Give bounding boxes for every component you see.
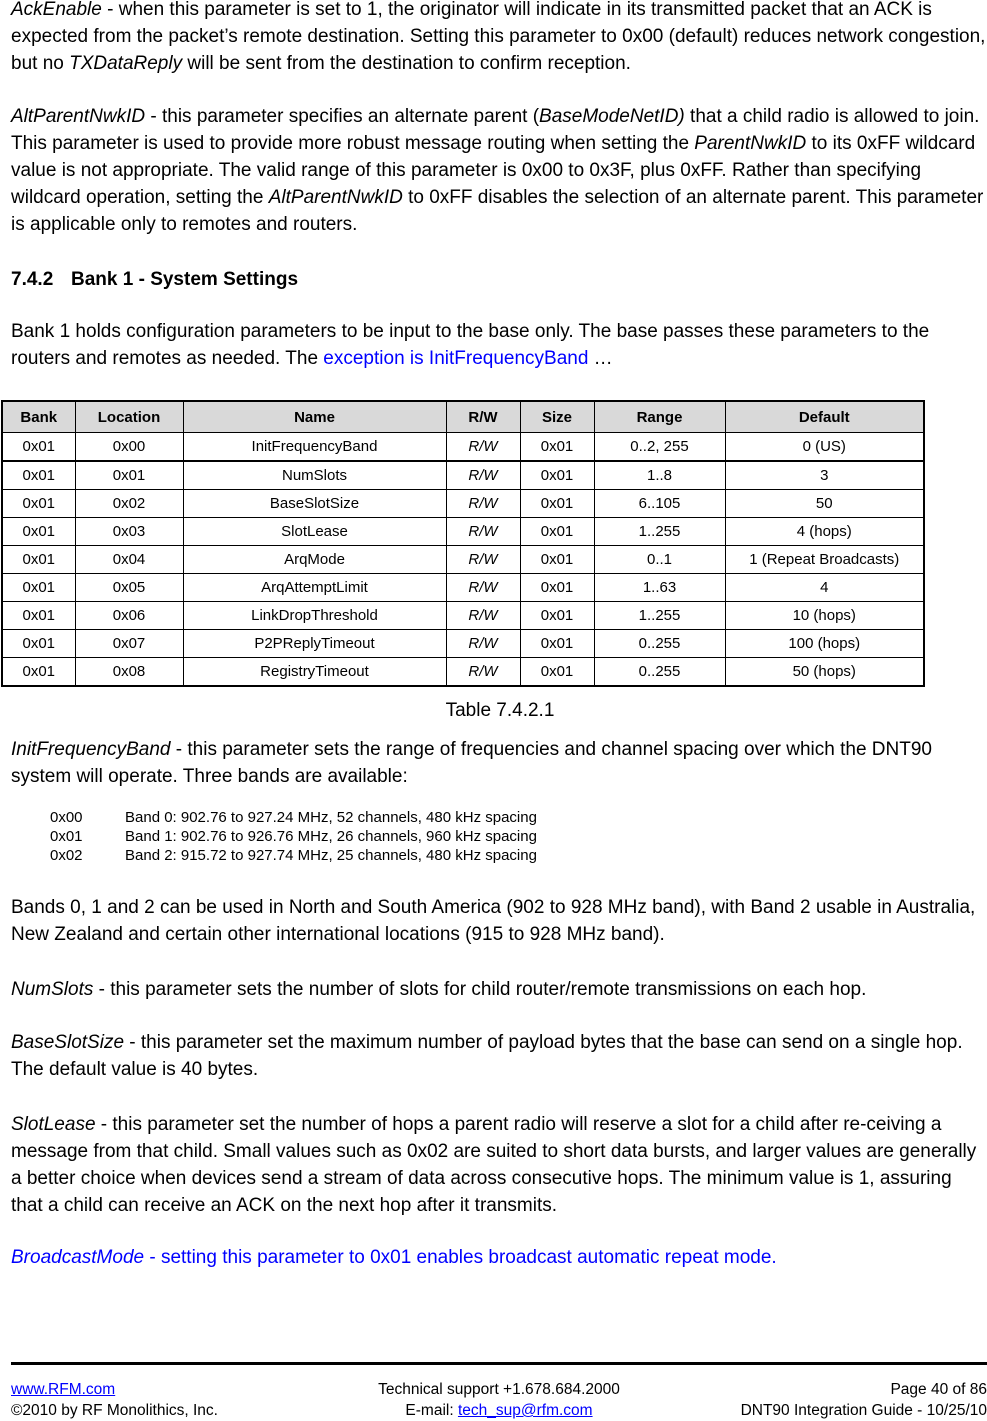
table-row [2, 546, 924, 574]
cell-size: 0x01 [520, 630, 594, 658]
table-row [2, 433, 924, 462]
cell-rw: R/W [446, 546, 520, 574]
cell-name: NumSlots [183, 461, 446, 490]
cell-bank: 0x01 [2, 461, 75, 490]
copyright: ©2010 by RF Monolithics, Inc. [11, 1402, 218, 1419]
cell-size: 0x01 [520, 518, 594, 546]
table-header-row [2, 401, 924, 433]
cell-bank: 0x01 [2, 546, 75, 574]
cell-rw: R/W [446, 490, 520, 518]
cell-range: 1..63 [594, 574, 725, 602]
website-link[interactable]: www.RFM.com [11, 1381, 116, 1398]
cell-location: 0x07 [75, 630, 183, 658]
cell-rw: R/W [446, 433, 520, 462]
cell-name: RegistryTimeout [183, 658, 446, 687]
table-row [2, 630, 924, 658]
cell-bank: 0x01 [2, 574, 75, 602]
header-default: Default [725, 401, 924, 433]
initfreq-paragraph: InitFrequencyBand - this parameter sets the range of frequencies and channel spacing over which the DNT90 system will operate. Three bands are available: [11, 739, 932, 787]
cell-name: BaseSlotSize [183, 490, 446, 518]
cell-rw: R/W [446, 658, 520, 687]
cell-default: 10 (hops) [725, 602, 924, 630]
cell-size: 0x01 [520, 461, 594, 490]
bands-usage-paragraph: Bands 0, 1 and 2 can be used in North and South America (902 to 928 MHz band), with Band 2 usable in Australia, New Zealand and certain other international locations (915 to 928 MHz band). [11, 897, 976, 945]
cell-location: 0x06 [75, 602, 183, 630]
header-name: Name [183, 401, 446, 433]
cell-rw: R/W [446, 574, 520, 602]
cell-default: 50 [725, 490, 924, 518]
cell-location: 0x08 [75, 658, 183, 687]
table-row [2, 490, 924, 518]
cell-bank: 0x01 [2, 433, 75, 462]
bank1-parameter-table [1, 400, 925, 687]
footer-divider [11, 1362, 987, 1365]
cell-range: 1..255 [594, 602, 725, 630]
cell-rw: R/W [446, 518, 520, 546]
table-row [2, 602, 924, 630]
table-row [2, 461, 924, 490]
list-item: 0x00 Band 0: 902.76 to 927.24 MHz, 52 channels, 480 kHz spacing [50, 809, 537, 826]
cell-location: 0x05 [75, 574, 183, 602]
cell-location: 0x04 [75, 546, 183, 574]
cell-size: 0x01 [520, 574, 594, 602]
cell-default: 50 (hops) [725, 658, 924, 687]
cell-range: 6..105 [594, 490, 725, 518]
cell-default: 4 [725, 574, 924, 602]
cell-size: 0x01 [520, 433, 594, 462]
cell-range: 1..255 [594, 518, 725, 546]
cell-size: 0x01 [520, 658, 594, 687]
cell-name: LinkDropThreshold [183, 602, 446, 630]
cell-size: 0x01 [520, 602, 594, 630]
cell-rw: R/W [446, 630, 520, 658]
cell-range: 0..2, 255 [594, 433, 725, 462]
table-caption: Table 7.4.2.1 [445, 700, 555, 721]
cell-name: ArqAttemptLimit [183, 574, 446, 602]
cell-location: 0x02 [75, 490, 183, 518]
cell-default: 100 (hops) [725, 630, 924, 658]
cell-range: 1..8 [594, 461, 725, 490]
cell-location: 0x03 [75, 518, 183, 546]
cell-default: 4 (hops) [725, 518, 924, 546]
cell-name: P2PReplyTimeout [183, 630, 446, 658]
cell-bank: 0x01 [2, 630, 75, 658]
page-number: Page 40 of 86 [890, 1381, 987, 1398]
broadcastmode-paragraph: BroadcastMode - setting this parameter to 0x01 enables broadcast automatic repeat mode. [11, 1247, 777, 1268]
bands-list [50, 808, 537, 865]
cell-name: SlotLease [183, 518, 446, 546]
bank1-intro-paragraph: Bank 1 holds configuration parameters to be input to the base only. The base passes these parameters to the routers and remotes as needed. The exception is InitFrequencyBand … [11, 321, 930, 369]
cell-bank: 0x01 [2, 602, 75, 630]
header-size: Size [520, 401, 594, 433]
email-link[interactable]: tech_sup@rfm.com [457, 1402, 593, 1419]
cell-default: 3 [725, 461, 924, 490]
list-item: 0x02 Band 2: 915.72 to 927.74 MHz, 25 channels, 480 kHz spacing [50, 847, 537, 864]
cell-location: 0x01 [75, 461, 183, 490]
ackenable-paragraph: AckEnable - when this parameter is set to 1, the originator will indicate in its transmitted packet that an ACK is expected from the packet’s remote destination. Setting this parameter to 0x00 (default) reduces network congestion, but no TXDataReply will be sent from the destination to confirm reception. [11, 0, 986, 74]
cell-bank: 0x01 [2, 490, 75, 518]
cell-range: 0..1 [594, 546, 725, 574]
cell-name: ArqMode [183, 546, 446, 574]
cell-size: 0x01 [520, 490, 594, 518]
numslots-paragraph: NumSlots - this parameter sets the number of slots for child router/remote transmissions on each hop. [11, 979, 867, 1000]
cell-default: 1 (Repeat Broadcasts) [725, 546, 924, 574]
cell-bank: 0x01 [2, 658, 75, 687]
header-rw: R/W [446, 401, 520, 433]
cell-bank: 0x01 [2, 518, 75, 546]
support-phone: Technical support +1.678.684.2000 [378, 1381, 620, 1398]
cell-rw: R/W [446, 461, 520, 490]
cell-location: 0x00 [75, 433, 183, 462]
section-heading: 7.4.2 Bank 1 - System Settings [11, 269, 299, 290]
cell-rw: R/W [446, 602, 520, 630]
table-row [2, 518, 924, 546]
table-row [2, 574, 924, 602]
header-bank: Bank [2, 401, 75, 433]
cell-range: 0..255 [594, 630, 725, 658]
ackenable-term: AckEnable [11, 0, 102, 20]
altparent-paragraph: AltParentNwkID - this parameter specifies an alternate parent (BaseModeNetID) that a child radio is allowed to join. This parameter is used to provide more robust message routing when setting the ParentNwkID to its 0xFF wildcard value is not appropriate. The valid range of this parameter is 0x00 to 0x3F, plus 0xFF. Rather than specifying wildcard operation, setting the AltParentNwkID to 0xFF disables the selection of an alternate parent. This parameter is applicable only to remotes and routers. [11, 106, 984, 235]
table-row [2, 658, 924, 687]
cell-size: 0x01 [520, 546, 594, 574]
email-line: E-mail: tech_sup@rfm.com [405, 1402, 593, 1419]
header-range: Range [594, 401, 725, 433]
header-location: Location [75, 401, 183, 433]
cell-name: InitFrequencyBand [183, 433, 446, 462]
list-item: 0x01 Band 1: 902.76 to 926.76 MHz, 26 channels, 960 kHz spacing [50, 828, 537, 845]
cell-default: 0 (US) [725, 433, 924, 462]
slotlease-paragraph: SlotLease - this parameter set the number of hops a parent radio will reserve a slot for a child after re-ceiving a message from that child. Small values such as 0x02 are suited to short data bursts, and larger values are generally a better choice when devices send a stream of data across consecutive hops. The minimum value is 1, assuring that a child can receive an ACK on the next hop after it transmits. [11, 1114, 977, 1216]
cell-range: 0..255 [594, 658, 725, 687]
baseslotsize-paragraph: BaseSlotSize - this parameter set the maximum number of payload bytes that the base can send on a single hop. The default value is 40 bytes. [11, 1032, 963, 1080]
document-title: DNT90 Integration Guide - 10/25/10 [740, 1402, 987, 1419]
